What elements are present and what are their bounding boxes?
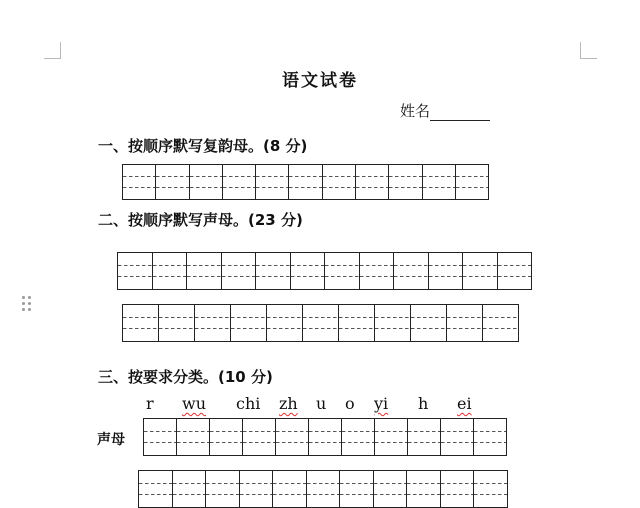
writing-cell[interactable] xyxy=(153,252,188,290)
writing-cell[interactable] xyxy=(340,470,374,508)
writing-cell[interactable] xyxy=(447,304,483,342)
section-3-heading: 三、按要求分类。(10 分) xyxy=(98,368,273,386)
writing-cell[interactable] xyxy=(456,164,489,200)
pinyin-item: ei xyxy=(457,394,472,413)
writing-cell[interactable] xyxy=(267,304,303,342)
name-blank[interactable] xyxy=(430,105,490,121)
writing-cell[interactable] xyxy=(323,164,356,200)
name-label: 姓名 xyxy=(400,102,431,120)
section-2-writing-grid-row-1 xyxy=(117,252,532,290)
writing-cell[interactable] xyxy=(441,470,475,508)
writing-cell[interactable] xyxy=(240,470,274,508)
writing-cell[interactable] xyxy=(483,304,519,342)
writing-cell[interactable] xyxy=(231,304,267,342)
writing-cell[interactable] xyxy=(222,252,257,290)
writing-cell[interactable] xyxy=(276,418,309,456)
writing-cell[interactable] xyxy=(195,304,231,342)
writing-cell[interactable] xyxy=(118,252,153,290)
writing-cell[interactable] xyxy=(342,418,375,456)
writing-cell[interactable] xyxy=(139,470,173,508)
category-grid-row-2 xyxy=(138,470,508,508)
pinyin-item: zh xyxy=(279,394,298,413)
writing-cell[interactable] xyxy=(210,418,243,456)
page-corner-mark-top-left xyxy=(44,42,61,59)
writing-cell[interactable] xyxy=(177,418,210,456)
writing-cell[interactable] xyxy=(190,164,223,200)
writing-cell[interactable] xyxy=(375,304,411,342)
writing-cell[interactable] xyxy=(307,470,341,508)
category-grid-row-1 xyxy=(143,418,507,456)
page-title: 语文试卷 xyxy=(282,71,358,91)
pinyin-item: o xyxy=(345,394,355,413)
writing-cell[interactable] xyxy=(389,164,422,200)
name-field[interactable] xyxy=(400,100,490,121)
writing-cell[interactable] xyxy=(291,252,326,290)
writing-cell[interactable] xyxy=(423,164,456,200)
writing-cell[interactable] xyxy=(223,164,256,200)
writing-cell[interactable] xyxy=(156,164,189,200)
drag-handle-icon[interactable] xyxy=(22,296,32,312)
section-2-heading: 二、按顺序默写声母。(23 分) xyxy=(98,211,303,229)
writing-cell[interactable] xyxy=(411,304,447,342)
writing-cell[interactable] xyxy=(206,470,240,508)
writing-cell[interactable] xyxy=(256,252,291,290)
page-corner-mark-top-right xyxy=(580,42,597,59)
writing-cell[interactable] xyxy=(360,252,395,290)
writing-cell[interactable] xyxy=(123,304,159,342)
writing-cell[interactable] xyxy=(408,418,441,456)
writing-cell[interactable] xyxy=(407,470,441,508)
writing-cell[interactable] xyxy=(374,470,408,508)
writing-cell[interactable] xyxy=(309,418,342,456)
writing-cell[interactable] xyxy=(474,470,508,508)
section-1-heading: 一、按顺序默写复韵母。(8 分) xyxy=(98,137,308,155)
writing-cell[interactable] xyxy=(273,470,307,508)
category-label-initials: 声母 xyxy=(97,432,125,448)
section-1-writing-grid xyxy=(122,164,489,200)
pinyin-item: u xyxy=(316,394,327,413)
pinyin-item: wu xyxy=(182,394,206,413)
writing-cell[interactable] xyxy=(339,304,375,342)
writing-cell[interactable] xyxy=(325,252,360,290)
writing-cell[interactable] xyxy=(159,304,195,342)
writing-cell[interactable] xyxy=(173,470,207,508)
pinyin-item: chi xyxy=(236,394,261,413)
writing-cell[interactable] xyxy=(289,164,322,200)
writing-cell[interactable] xyxy=(375,418,408,456)
pinyin-item: r xyxy=(146,394,154,413)
writing-cell[interactable] xyxy=(243,418,276,456)
writing-cell[interactable] xyxy=(144,418,177,456)
writing-cell[interactable] xyxy=(394,252,429,290)
writing-cell[interactable] xyxy=(123,164,156,200)
writing-cell[interactable] xyxy=(303,304,339,342)
writing-cell[interactable] xyxy=(429,252,464,290)
writing-cell[interactable] xyxy=(356,164,389,200)
writing-cell[interactable] xyxy=(187,252,222,290)
writing-cell[interactable] xyxy=(256,164,289,200)
pinyin-item: yi xyxy=(374,394,389,413)
writing-cell[interactable] xyxy=(441,418,474,456)
writing-cell[interactable] xyxy=(498,252,533,290)
pinyin-item: h xyxy=(418,394,429,413)
section-2-writing-grid-row-2 xyxy=(122,304,519,342)
writing-cell[interactable] xyxy=(463,252,498,290)
writing-cell[interactable] xyxy=(474,418,507,456)
